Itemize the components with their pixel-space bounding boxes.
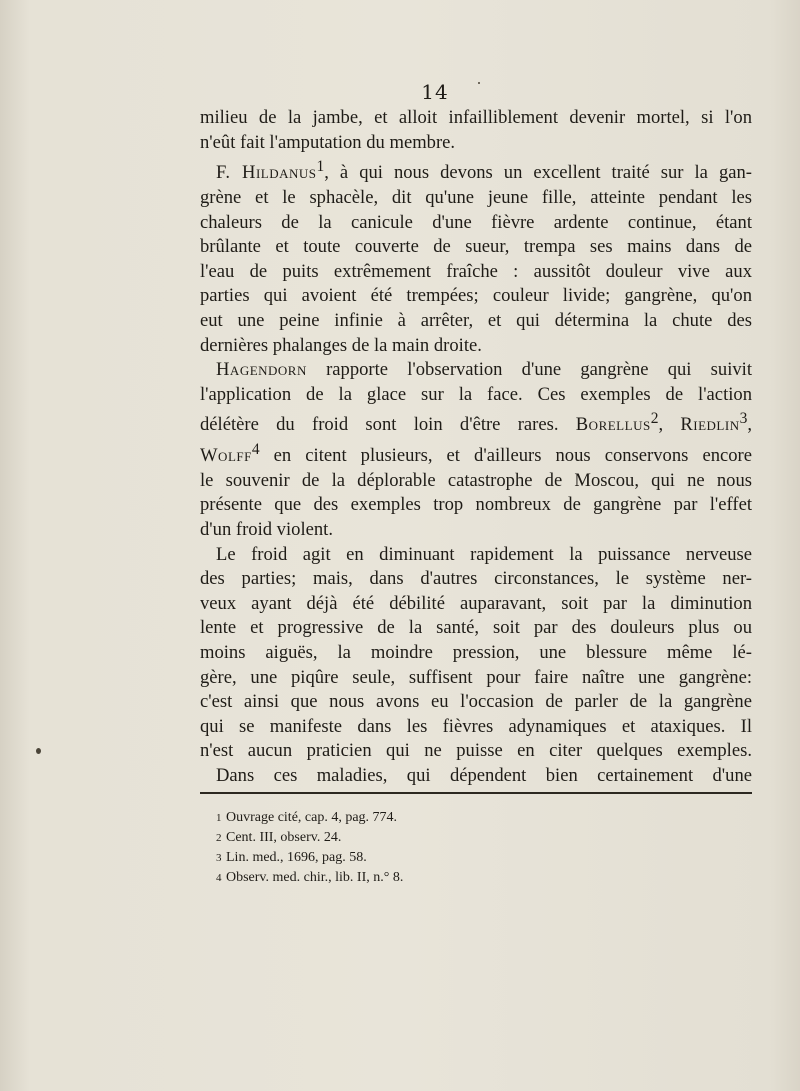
text-line: milieu de la jambe, et alloit infailliblement devenir mortel, si l'on bbox=[200, 107, 752, 128]
text-line: lente et progressive de la santé, soit par des douleurs plus ou bbox=[200, 617, 752, 639]
footnote bbox=[216, 848, 616, 868]
footnote-ref: 4 bbox=[251, 441, 260, 459]
text-segment: , bbox=[747, 414, 752, 436]
text-line: parties qui avoient été trempées; couleur livide; gangrène, qu'on bbox=[200, 285, 752, 307]
text-line: présente que des exemples trop nombreux de gangrène par l'effet bbox=[200, 494, 752, 516]
footnote-ref: 1 bbox=[316, 158, 325, 176]
text-line bbox=[200, 407, 752, 438]
text-segment: délétère du froid sont loin d'être rares. bbox=[200, 414, 576, 436]
main-text bbox=[200, 106, 752, 789]
footnote-divider bbox=[200, 792, 752, 794]
footnote bbox=[216, 828, 616, 848]
page-number: 14 bbox=[421, 80, 449, 104]
text-line: chaleurs de la canicule d'une fièvre ardente continue, étant bbox=[200, 211, 752, 233]
footnote bbox=[216, 808, 616, 828]
text-line: Dans ces maladies, qui dépendent bien certainement d'une bbox=[216, 765, 752, 786]
text-line: le souvenir de la déplorable catastrophe de Moscou, qui ne nous bbox=[200, 469, 752, 491]
text-segment: rapporte l'observation d'une gangrène qui suivit bbox=[306, 359, 752, 381]
author-name: Hagendorn bbox=[216, 359, 307, 381]
footnote-mark: 2 bbox=[216, 832, 222, 844]
text-line: l'eau de puits extrêmement fraîche : aussitôt douleur vive aux bbox=[200, 260, 752, 282]
footnote-text: Observ. med. chir., lib. II, n.° 8. bbox=[226, 870, 404, 885]
text-line: eut une peine infinie à arrêter, et qui détermina la chute des bbox=[200, 309, 752, 331]
text-line: brûlante et toute couverte de sueur, trempa ses mains dans de bbox=[200, 236, 752, 258]
text-line: qui se manifeste dans les fièvres adynamiques et ataxiques. Il bbox=[200, 715, 752, 737]
text-line: n'est aucun praticien qui ne puisse en citer quelques exemples. bbox=[200, 740, 752, 762]
footnote-text: Lin. med., 1696, pag. 58. bbox=[226, 850, 367, 865]
author-name: Borellus bbox=[575, 414, 651, 436]
ink-spot bbox=[36, 748, 41, 754]
footnote-ref: 3 bbox=[739, 410, 748, 428]
footnote-mark: 4 bbox=[216, 872, 222, 884]
text-line: veux ayant déjà été débilité auparavant, soit par la diminution bbox=[200, 592, 752, 614]
text-line bbox=[200, 438, 752, 469]
footnotes bbox=[216, 808, 616, 888]
text-segment: , bbox=[658, 414, 681, 436]
text-line: d'un froid violent. bbox=[200, 519, 333, 541]
text-line: l'application de la glace sur la face. Ces exemples de l'action bbox=[200, 383, 752, 405]
footnote-ref: 2 bbox=[650, 410, 659, 428]
footnote-mark: 3 bbox=[216, 852, 222, 864]
footnote-text: Ouvrage cité, cap. 4, pag. 774. bbox=[226, 810, 398, 825]
author-name: Wolff bbox=[200, 445, 252, 467]
text-line: moins aiguës, la moindre pression, une blessure même lé- bbox=[200, 642, 752, 664]
text-line: dernières phalanges de la main droite. bbox=[200, 334, 482, 356]
footnote-text: Cent. III, observ. 24. bbox=[226, 830, 342, 845]
text-segment: en citent plusieurs, et d'ailleurs nous conservons encore bbox=[259, 445, 752, 467]
text-line: Le froid agit en diminuant rapidement la puissance nerveuse bbox=[216, 543, 752, 565]
text-line bbox=[200, 155, 752, 186]
text-segment: , à qui nous devons un excellent traité sur la gan- bbox=[324, 162, 752, 184]
footnote-mark: 1 bbox=[216, 812, 222, 824]
ink-spot bbox=[478, 82, 480, 84]
text-line: c'est ainsi que nous avons eu l'occasion de parler de la gangrène bbox=[200, 691, 752, 713]
author-name: Riedlin bbox=[680, 414, 740, 436]
text-line: des parties; mais, dans d'autres circonstances, le système ner- bbox=[200, 568, 752, 590]
text-line: grène et le sphacèle, dit qu'une jeune fille, atteinte pendant les bbox=[200, 186, 752, 208]
text-line: gère, une piqûre seule, suffisent pour faire naître une gangrène: bbox=[200, 666, 752, 688]
text-line: n'eût fait l'amputation du membre. bbox=[200, 131, 456, 153]
footnote bbox=[216, 868, 616, 888]
text-line bbox=[200, 358, 752, 383]
author-name: F. Hildanus bbox=[216, 162, 317, 184]
